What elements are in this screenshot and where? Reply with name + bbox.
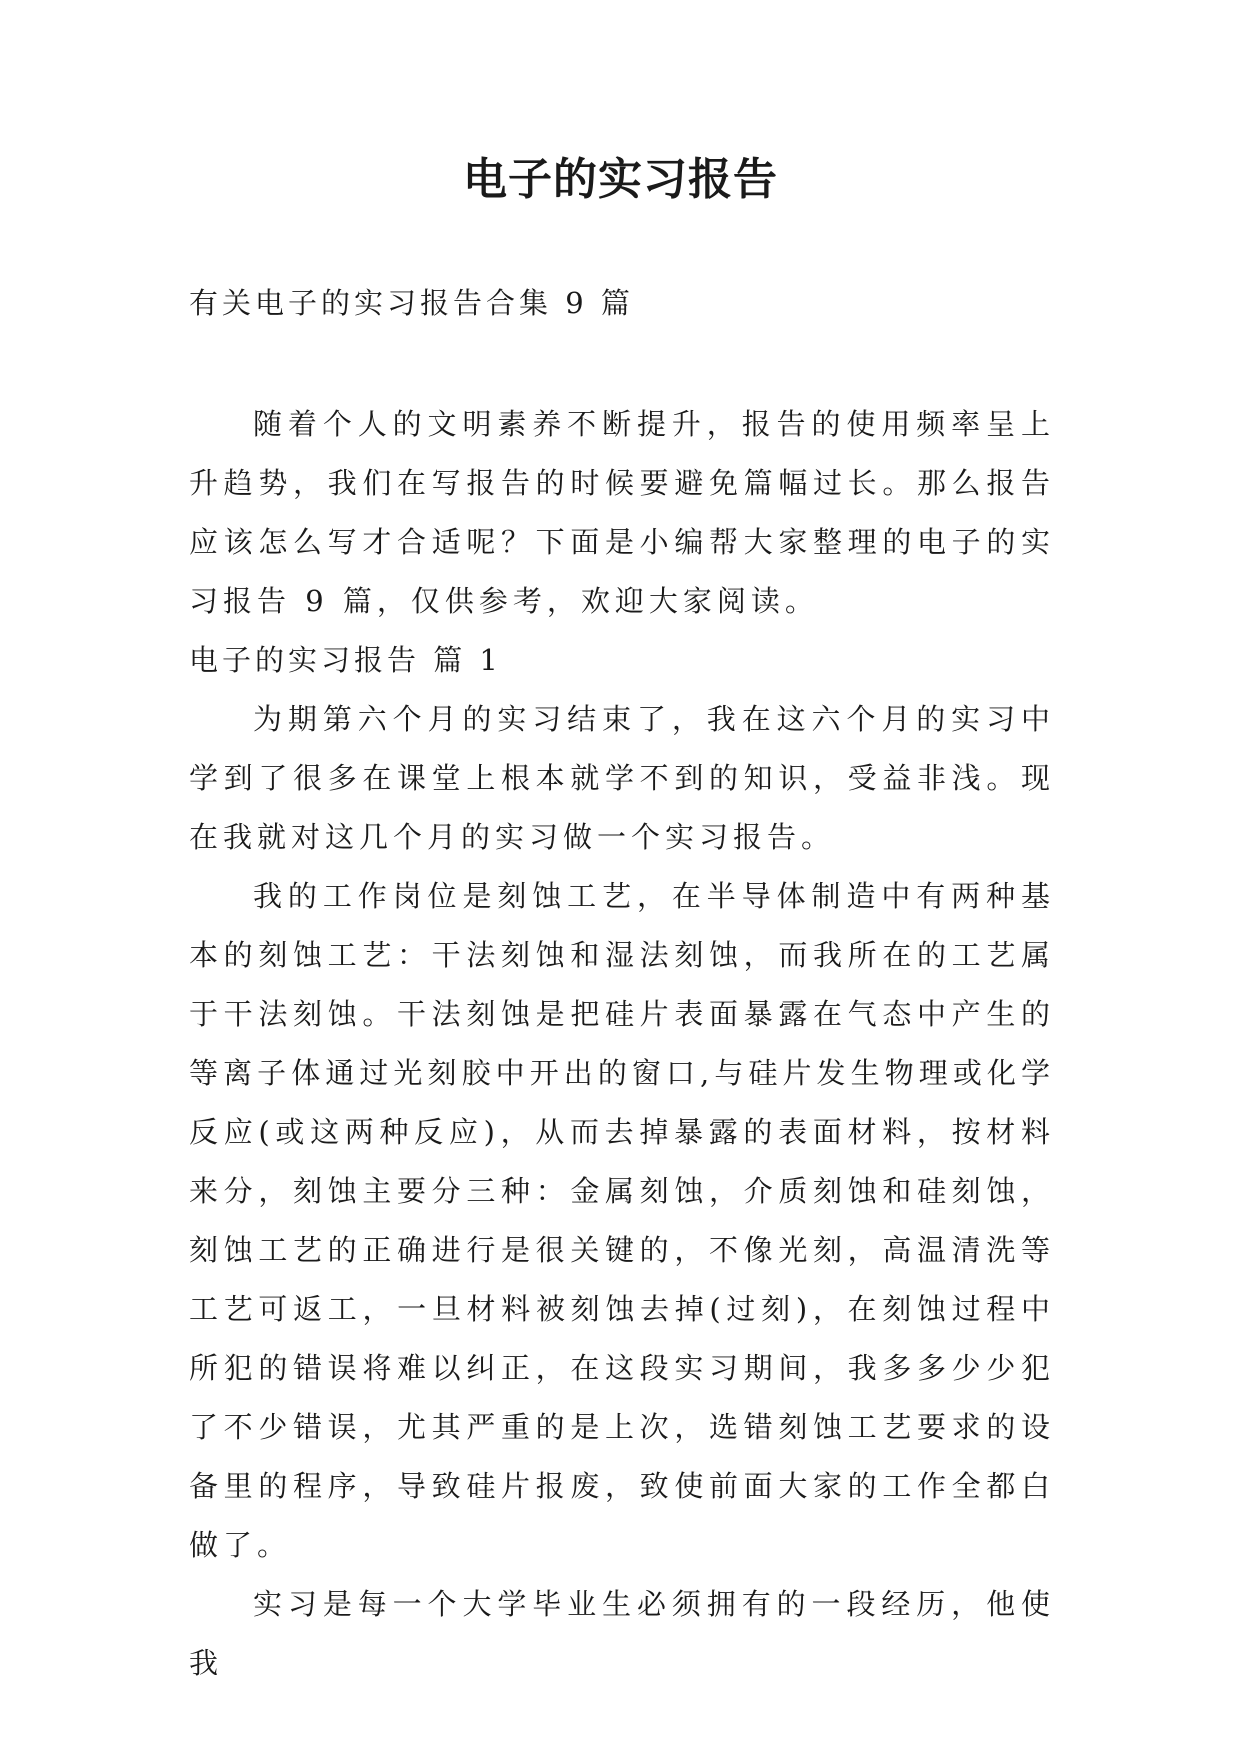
document-subtitle: 有关电子的实习报告合集 9 篇 — [189, 286, 634, 320]
document-body — [189, 274, 1055, 1693]
body-paragraph-3: 实习是每一个大学毕业生必须拥有的一段经历，他使我 — [189, 1587, 1055, 1680]
section-heading: 电子的实习报告 篇 1 — [189, 643, 502, 677]
body-paragraph-1: 为期第六个月的实习结束了，我在这六个月的实习中学到了很多在课堂上根本就学不到的知识，受益非浅。现在我就对这几个月的实习做一个实习报告。 — [189, 702, 1055, 854]
intro-paragraph: 随着个人的文明素养不断提升，报告的使用频率呈上升趋势，我们在写报告的时候要避免篇幅过长。那么报告应该怎么写才合适呢？下面是小编帮大家整理的电子的实习报告 9 篇，仅供参考，欢迎大家阅读。 — [189, 407, 1055, 618]
body-paragraph-2: 我的工作岗位是刻蚀工艺，在半导体制造中有两种基本的刻蚀工艺：干法刻蚀和湿法刻蚀，而我所在的工艺属于干法刻蚀。干法刻蚀是把硅片表面暴露在气态中产生的等离子体通过光刻胶中开出的窗口,与硅片发生物理或化学反应(或这两种反应)，从而去掉暴露的表面材料，按材料来分，刻蚀主要分三种：金属刻蚀，介质刻蚀和硅刻蚀，刻蚀工艺的正确进行是很关键的，不像光刻，高温清洗等工艺可返工，一旦材料被刻蚀去掉(过刻)，在刻蚀过程中所犯的错误将难以纠正，在这段实习期间，我多多少少犯了不少错误，尤其严重的是上次，选错刻蚀工艺要求的设备里的程序，导致硅片报废，致使前面大家的工作全都白做了。 — [189, 879, 1055, 1562]
document-title: 电子的实习报告 — [463, 154, 778, 205]
